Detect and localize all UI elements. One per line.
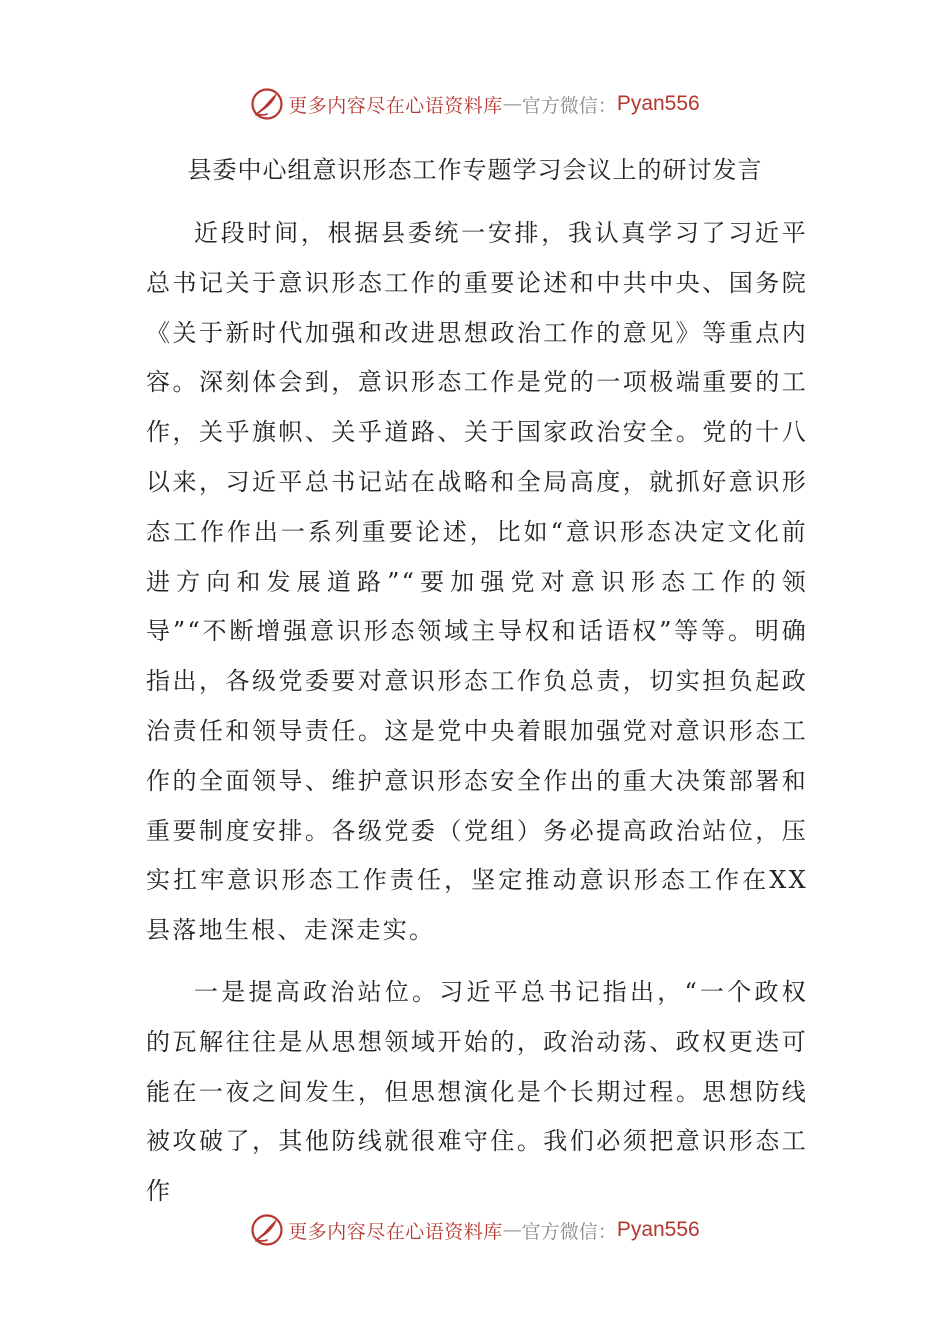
footer-wechat-id: Pyan556 bbox=[616, 1218, 700, 1241]
footer-banner bbox=[0, 1208, 950, 1252]
quill-pen-logo-icon bbox=[250, 1213, 284, 1247]
footer-banner-separator: — bbox=[502, 1219, 522, 1241]
footer-wechat-label: 官方微信： bbox=[521, 1220, 617, 1243]
quill-pen-logo-icon bbox=[250, 87, 284, 121]
body-paragraph-1: 近段时间，根据县委统一安排，我认真学习了习近平总书记关于意识形态工作的重要论述和中共中央、国务院《关于新时代加强和改进思想政治工作的意见》等重点内容。深刻体会到，意识形态工作是党的一项极端重要的工作，关乎旗帜、关乎道路、关于国家政治安全。党的十八以来，习近平总书记站在战略和全局高度，就抓好意识形态工作作出一系列重要论述，比如“意识形态决定文化前进方向和发展道路”“要加强党对意识形态工作的领导”“不断增强意识形态领域主导权和话语权”等等。明确指出，各级党委要对意识形态工作负总责，切实担负起政治责任和领导责任。这是党中央着眼加强党对意识形态工作的全面领导、维护意识形态安全作出的重大决策部署和重要制度安排。各级党委（党组）务必提高政治站位，压实扛牢意识形态工作责任，坚定推动意识形态工作在XX县落地生根、走深走实。 bbox=[146, 219, 808, 945]
header-banner-text: 更多内容尽在心语资料库 bbox=[288, 94, 503, 117]
header-banner-separator: — bbox=[502, 93, 522, 115]
header-wechat-id: Pyan556 bbox=[616, 92, 700, 115]
footer-banner-text: 更多内容尽在心语资料库 bbox=[288, 1220, 503, 1243]
body-paragraph-2: 一是提高政治站位。习近平总书记指出，“一个政权的瓦解往往是从思想领域开始的，政治动荡、政权更迭可能在一夜之间发生，但思想演化是个长期过程。思想防线被攻破了，其他防线就很难守住。我们必须把意识形态工作 bbox=[146, 978, 808, 1206]
header-banner bbox=[0, 82, 950, 126]
document-title: 县委中心组意识形态工作专题学习会议上的研讨发言 bbox=[187, 156, 763, 184]
header-wechat-label: 官方微信： bbox=[521, 94, 617, 117]
